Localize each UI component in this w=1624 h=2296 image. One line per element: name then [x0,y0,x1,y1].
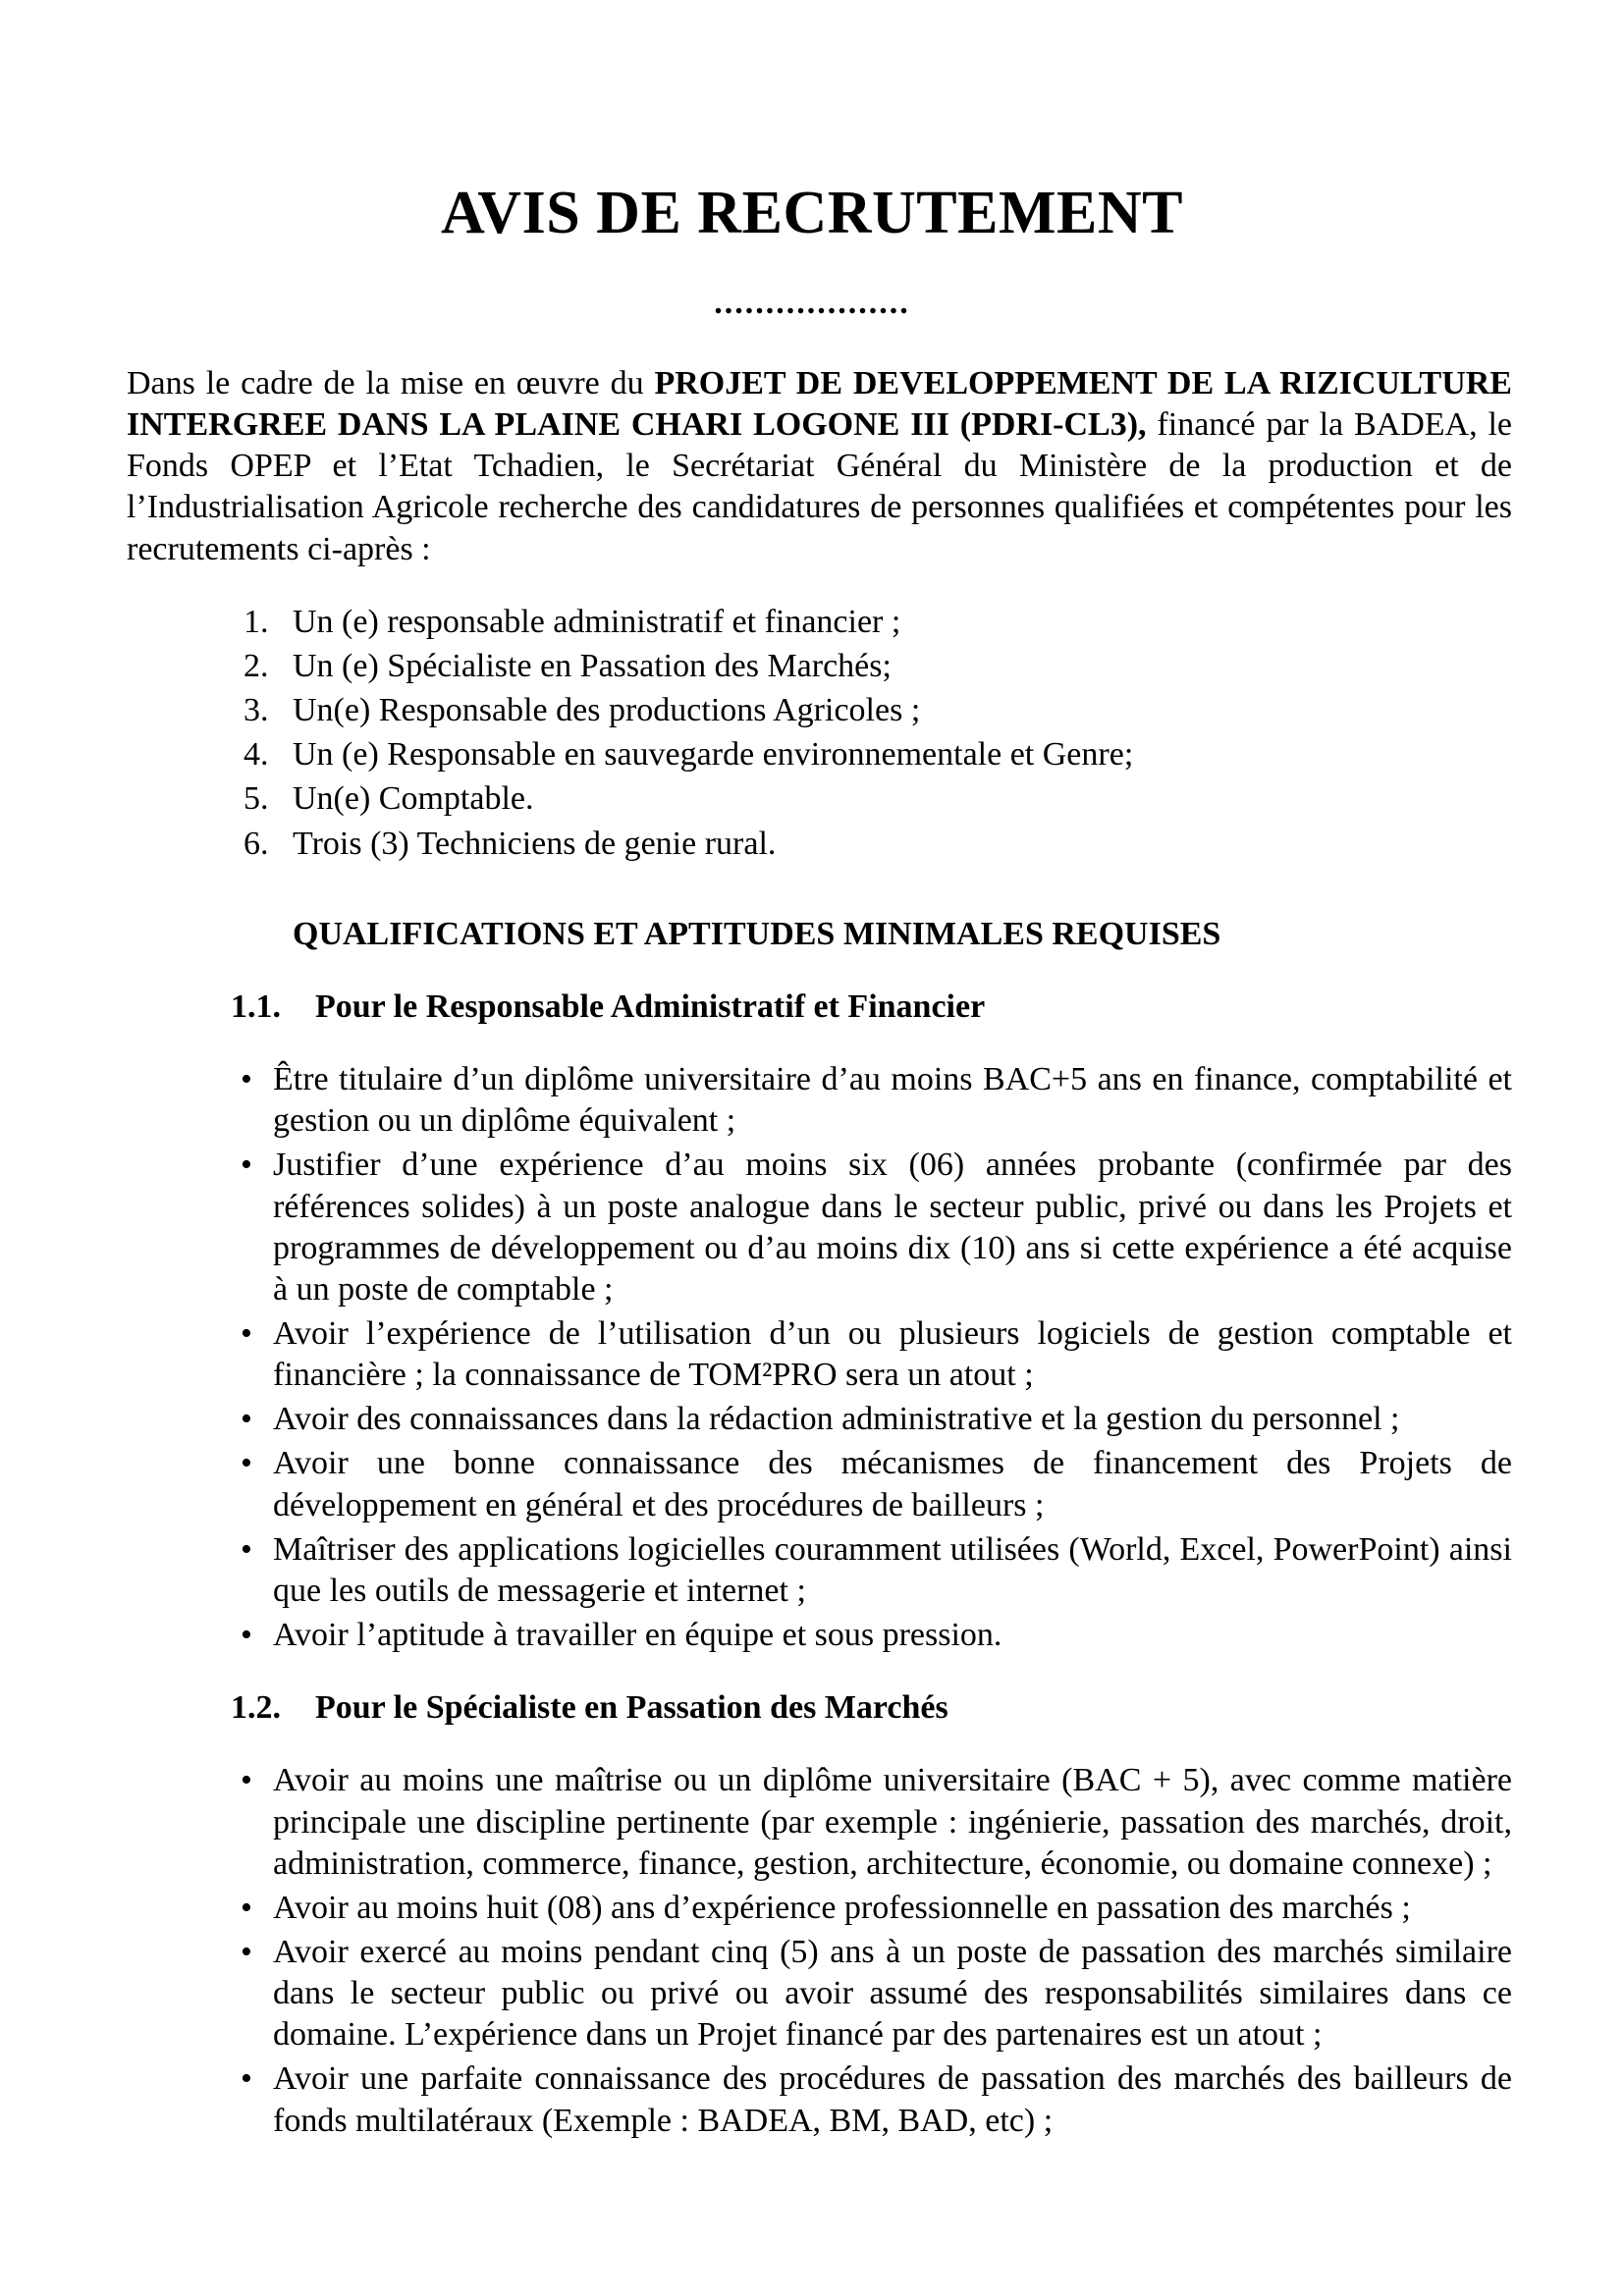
section-number: 1.2. [231,1689,281,1727]
position-list-item [244,602,1512,643]
qualifications-heading: QUALIFICATIONS ET APTITUDES MINIMALES REQUISES [293,915,1221,952]
intro-text-end: financé par la BADEA, le Fonds OPEP et l’Etat Tchadien, le Secrétariat Général du Ministère de la production et de l’Industrialisation Agricole recherche des candidatures de personnes qualifiées et compétentes pour les recrutements ci-après : [127,406,1513,567]
bullet-item [241,1399,1512,1440]
section-title: Pour le Spécialiste en Passation des Marchés [315,1689,948,1727]
position-number: 3. [244,692,269,729]
position-label: Un(e) Responsable des productions Agricoles ; [293,692,921,729]
bullet-list-1-2 [127,1760,1512,2141]
bullet-list-1-1 [127,1059,1512,1656]
section-title: Pour le Responsable Administratif et Financier [315,988,986,1025]
bullet-item [241,1760,1512,1884]
intro-paragraph [127,363,1512,570]
bullet-icon: • [241,1147,252,1184]
section-heading-1-1 [231,987,1512,1028]
bullet-text: Avoir une bonne connaissance des mécanismes de financement des Projets de développement en général et des procédures de bailleurs ; [273,1445,1512,1523]
project-name-bold: PROJET DE DEVELOPPEMENT DE LA RIZICULTURE INTERGREE DANS LA PLAINE CHARI LOGONE III (PDRI-CL3), [127,365,1512,444]
bullet-item [241,1615,1512,1656]
bullet-text: Avoir exercé au moins pendant cinq (5) ans à un poste de passation des marchés similaire dans le secteur public ou privé ou avoir assumé des responsabilités similaires dans ce domaine. L’expérience dans un Projet financé par des partenaires est un atout ; [273,1934,1512,2054]
position-number: 6. [244,825,269,862]
bullet-item [241,1059,1512,1142]
position-label: Trois (3) Techniciens de genie rural. [293,825,777,862]
position-list-item [244,646,1512,687]
position-label: Un (e) Spécialiste en Passation des Marchés; [293,647,892,684]
position-list-item [244,690,1512,731]
bullet-icon: • [241,1617,252,1654]
bullet-icon: • [241,1530,252,1568]
position-list-item [244,824,1512,865]
position-number: 1. [244,603,269,640]
bullet-icon: • [241,1401,252,1438]
bullet-icon: • [241,1762,252,1799]
position-number: 4. [244,736,269,774]
bullet-text: Avoir une parfaite connaissance des procédures de passation des marchés des bailleurs de fonds multilatéraux (Exemple : BADEA, BM, BAD, etc) ; [273,2060,1512,2139]
bullet-text: Avoir au moins huit (08) ans d’expérience professionnelle en passation des marchés ; [273,1889,1411,1926]
bullet-icon: • [241,1061,252,1098]
position-list-item [244,778,1512,820]
bullet-text: Justifier d’une expérience d’au moins six (06) années probante (confirmée par des références solides) à un poste analogue dans le secteur public, privé ou dans les Projets et programmes de développement ou d’au moins dix (10) ans si cette expérience a été acquise à un poste de comptable ; [273,1147,1512,1308]
bullet-text: Maîtriser des applications logicielles couramment utilisées (World, Excel, PowerPoint) ainsi que les outils de messagerie et internet ; [273,1530,1512,1609]
bullet-item [241,2058,1512,2141]
bullet-text: Avoir des connaissances dans la rédaction administrative et la gestion du personnel ; [273,1401,1400,1438]
position-number: 5. [244,780,269,818]
position-number: 2. [244,647,269,684]
position-list-item [244,734,1512,775]
bullet-text: Avoir au moins une maîtrise ou un diplôme universitaire (BAC + 5), avec comme matière principale une discipline pertinente (par exemple : ingénierie, passation des marchés, droit, administration, commerce, finance, gestion, architecture, économie, ou domaine connexe) ; [273,1762,1512,1882]
bullet-icon: • [241,1934,252,1970]
bullet-icon: • [241,1889,252,1926]
bullet-icon: • [241,2060,252,2098]
document-title: AVIS DE RECRUTEMENT [441,180,1183,246]
bullet-text: Être titulaire d’un diplôme universitaire d’au moins BAC+5 ans en finance, comptabilité et gestion ou un diplôme équivalent ; [273,1061,1512,1140]
position-label: Un (e) Responsable en sauvegarde environnementale et Genre; [293,736,1134,774]
bullet-item [241,1529,1512,1612]
bullet-item [241,1145,1512,1310]
position-label: Un(e) Comptable. [293,780,534,818]
bullet-item [241,1313,1512,1396]
bullet-text: Avoir l’expérience de l’utilisation d’un ou plusieurs logiciels de gestion comptable et financière ; la connaissance de TOM²PRO sera un atout ; [273,1314,1512,1394]
section-heading-1-2 [231,1687,1512,1729]
bullet-item [241,1443,1512,1525]
bullet-item [241,1888,1512,1929]
section-number: 1.1. [231,988,281,1025]
bullet-icon: • [241,1445,252,1482]
bullet-text: Avoir l’aptitude à travailler en équipe et sous pression. [273,1617,1002,1654]
bullet-item [241,1932,1512,2056]
positions-list [127,602,1512,865]
intro-text-start: Dans le cadre de la mise en œuvre du [127,365,655,401]
bullet-icon: • [241,1314,252,1352]
document-body [0,363,1624,2142]
position-label: Un (e) responsable administratif et financier ; [293,603,901,640]
dotted-separator: ................... [714,285,910,321]
